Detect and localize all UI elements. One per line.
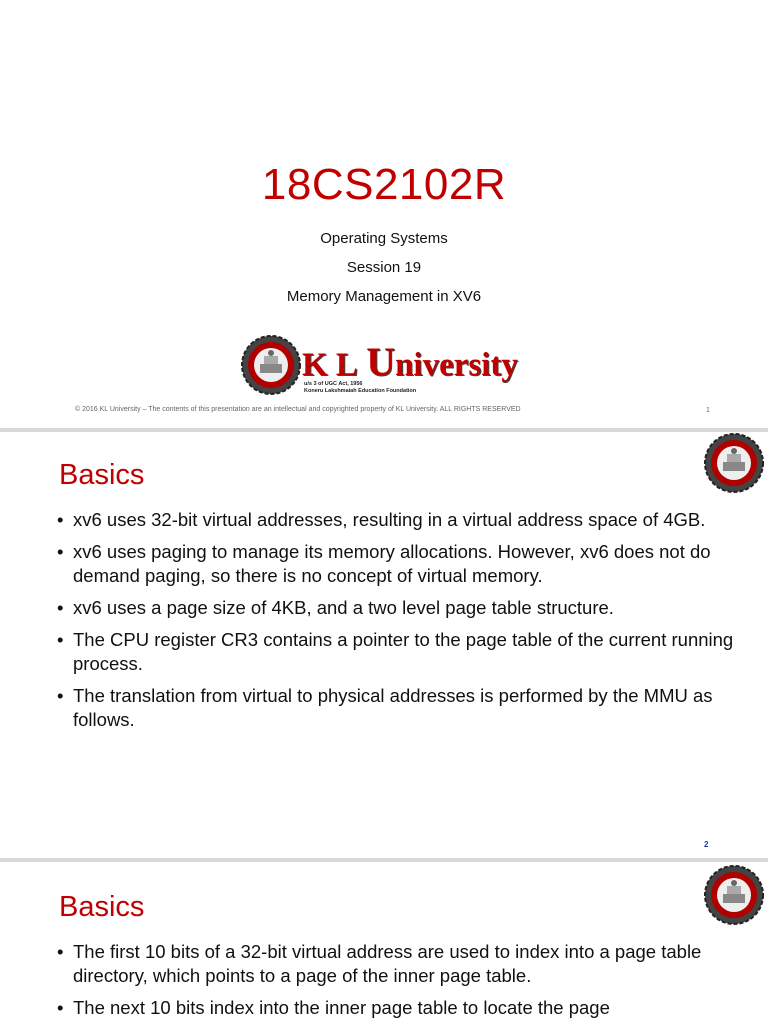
slide-heading: Basics [59, 459, 145, 491]
university-seal-icon [703, 864, 765, 926]
bullet-list [57, 508, 737, 740]
list-item: • The first 10 bits of a 32-bit virtual address are used to index into a page table directory, which points to a page of the inner page table. [57, 940, 737, 988]
list-item: • xv6 uses paging to manage its memory allocations. However, xv6 does not do demand paging, so there is no concept of virtual memory. [57, 540, 737, 588]
slide-heading: Basics [59, 891, 145, 923]
logo-subline-1: u/s 3 of UGC Act, 1956 [304, 381, 363, 387]
list-item: • The translation from virtual to physical addresses is performed by the MMU as follows. [57, 684, 737, 732]
list-item: • xv6 uses a page size of 4KB, and a two level page table structure. [57, 596, 737, 620]
session-topic: Memory Management in XV6 [286, 288, 482, 305]
list-item: • The CPU register CR3 contains a pointer to the page table of the current running process. [57, 628, 737, 676]
page-number: 2 [704, 840, 709, 849]
content-slide [0, 432, 768, 858]
session-label: Session 19 [346, 259, 422, 276]
copyright-footer: © 2016 KL University – The contents of this presentation are an intellectual and copyrighted property of KL University. ALL RIGHTS RESERVED [75, 406, 521, 413]
list-item: • xv6 uses 32-bit virtual addresses, resulting in a virtual address space of 4GB. [57, 508, 737, 532]
logo-subline-2: Koneru Lakshmaiah Education Foundation [304, 388, 417, 394]
title-slide [0, 0, 768, 428]
course-name: Operating Systems [320, 230, 448, 247]
course-code-title: 18CS2102R [261, 160, 507, 209]
university-wordmark: K L University [302, 339, 518, 384]
university-seal-icon [240, 334, 302, 396]
university-seal-icon [703, 432, 765, 494]
page-number: 1 [706, 407, 710, 414]
list-item: • The next 10 bits index into the inner page table to locate the page [57, 996, 737, 1020]
kl-university-logo [240, 330, 540, 400]
bullet-list [57, 940, 737, 1024]
content-slide [0, 862, 768, 1024]
